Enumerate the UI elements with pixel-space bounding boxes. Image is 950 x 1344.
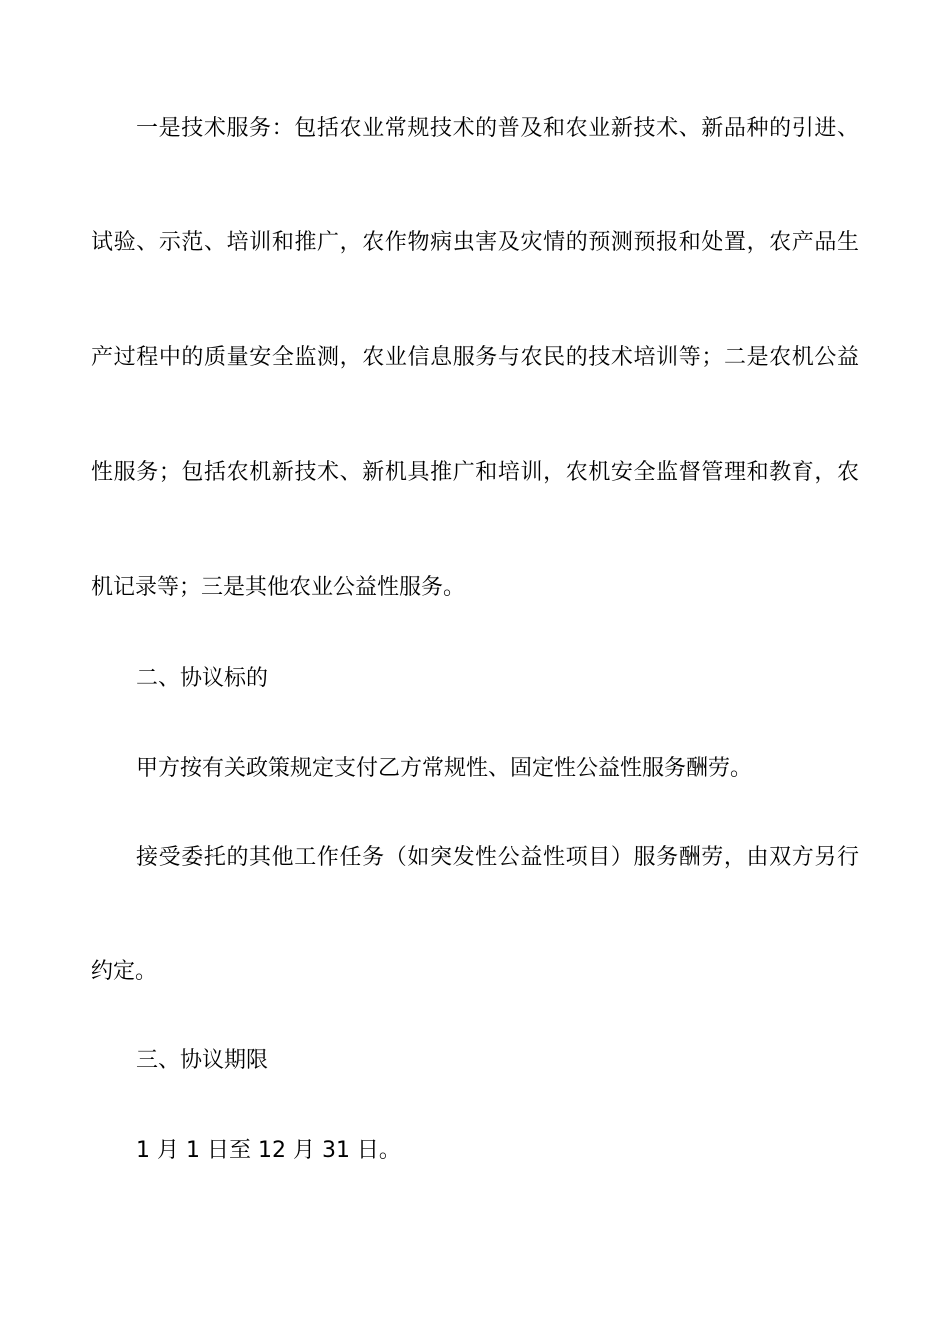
text-line-5: 机记录等；三是其他农业公益性服务。 bbox=[91, 575, 466, 600]
text-line-4: 性服务；包括农机新技术、新机具推广和培训，农机安全监督管理和教育，农 bbox=[91, 460, 859, 485]
text-line-1: 一是技术服务：包括农业常规技术的普及和农业新技术、新品种的引进、 bbox=[136, 116, 859, 141]
text-line-8: 接受委托的其他工作任务（如突发性公益性项目）服务酬劳，由双方另行 bbox=[136, 845, 859, 870]
text-line-9: 约定。 bbox=[91, 959, 158, 984]
text-line-2: 试验、示范、培训和推广，农作物病虫害及灾情的预测预报和处置，农产品生 bbox=[91, 230, 859, 255]
text-line-3: 产过程中的质量安全监测，农业信息服务与农民的技术培训等；二是农机公益 bbox=[91, 345, 859, 370]
section-heading-3: 三、协议期限 bbox=[136, 1048, 269, 1073]
text-line-7: 甲方按有关政策规定支付乙方常规性、固定性公益性服务酬劳。 bbox=[136, 756, 753, 781]
text-line-11: 1 月 1 日至 12 月 31 日。 bbox=[136, 1138, 401, 1163]
section-heading-2: 二、协议标的 bbox=[136, 666, 269, 691]
